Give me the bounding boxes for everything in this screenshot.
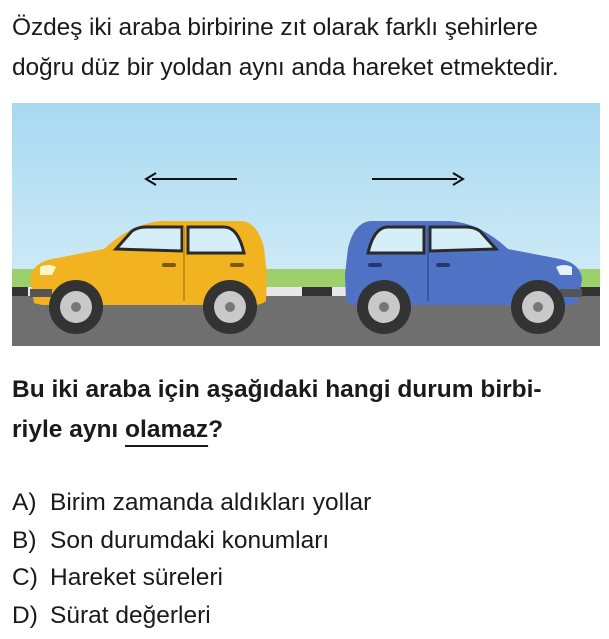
option-c[interactable] — [12, 559, 604, 597]
question-intro — [12, 8, 604, 88]
option-d[interactable] — [12, 597, 604, 635]
emphasized-word: olamaz — [125, 416, 209, 443]
intro-line-2: doğru düz bir yoldan aynı anda hareket etmektedir. — [12, 54, 559, 81]
answer-options — [12, 484, 604, 634]
option-letter: A) — [12, 489, 37, 516]
option-letter: B) — [12, 526, 37, 554]
option-text: Birim zamanda aldıkları yollar — [50, 489, 372, 516]
option-b[interactable] — [12, 522, 604, 560]
question-mark: ? — [208, 416, 224, 443]
option-letter: C) — [12, 564, 38, 591]
cars-illustration — [12, 103, 600, 346]
option-text: Hareket süreleri — [50, 564, 223, 591]
question-line-1: Bu iki araba için aşağıdaki hangi durum birbi- — [12, 376, 542, 403]
question-stem — [12, 370, 604, 450]
question-line-2-start: riyle aynı — [12, 416, 126, 443]
option-text: Son durumdaki konumları — [50, 526, 330, 554]
option-letter: D) — [12, 601, 38, 629]
question-line-2 — [12, 410, 604, 450]
option-a[interactable] — [12, 484, 604, 522]
option-text: Sürat değerleri — [50, 601, 211, 629]
intro-line-1: Özdeş iki araba birbirine zıt olarak farklı şehirlere — [12, 14, 538, 41]
